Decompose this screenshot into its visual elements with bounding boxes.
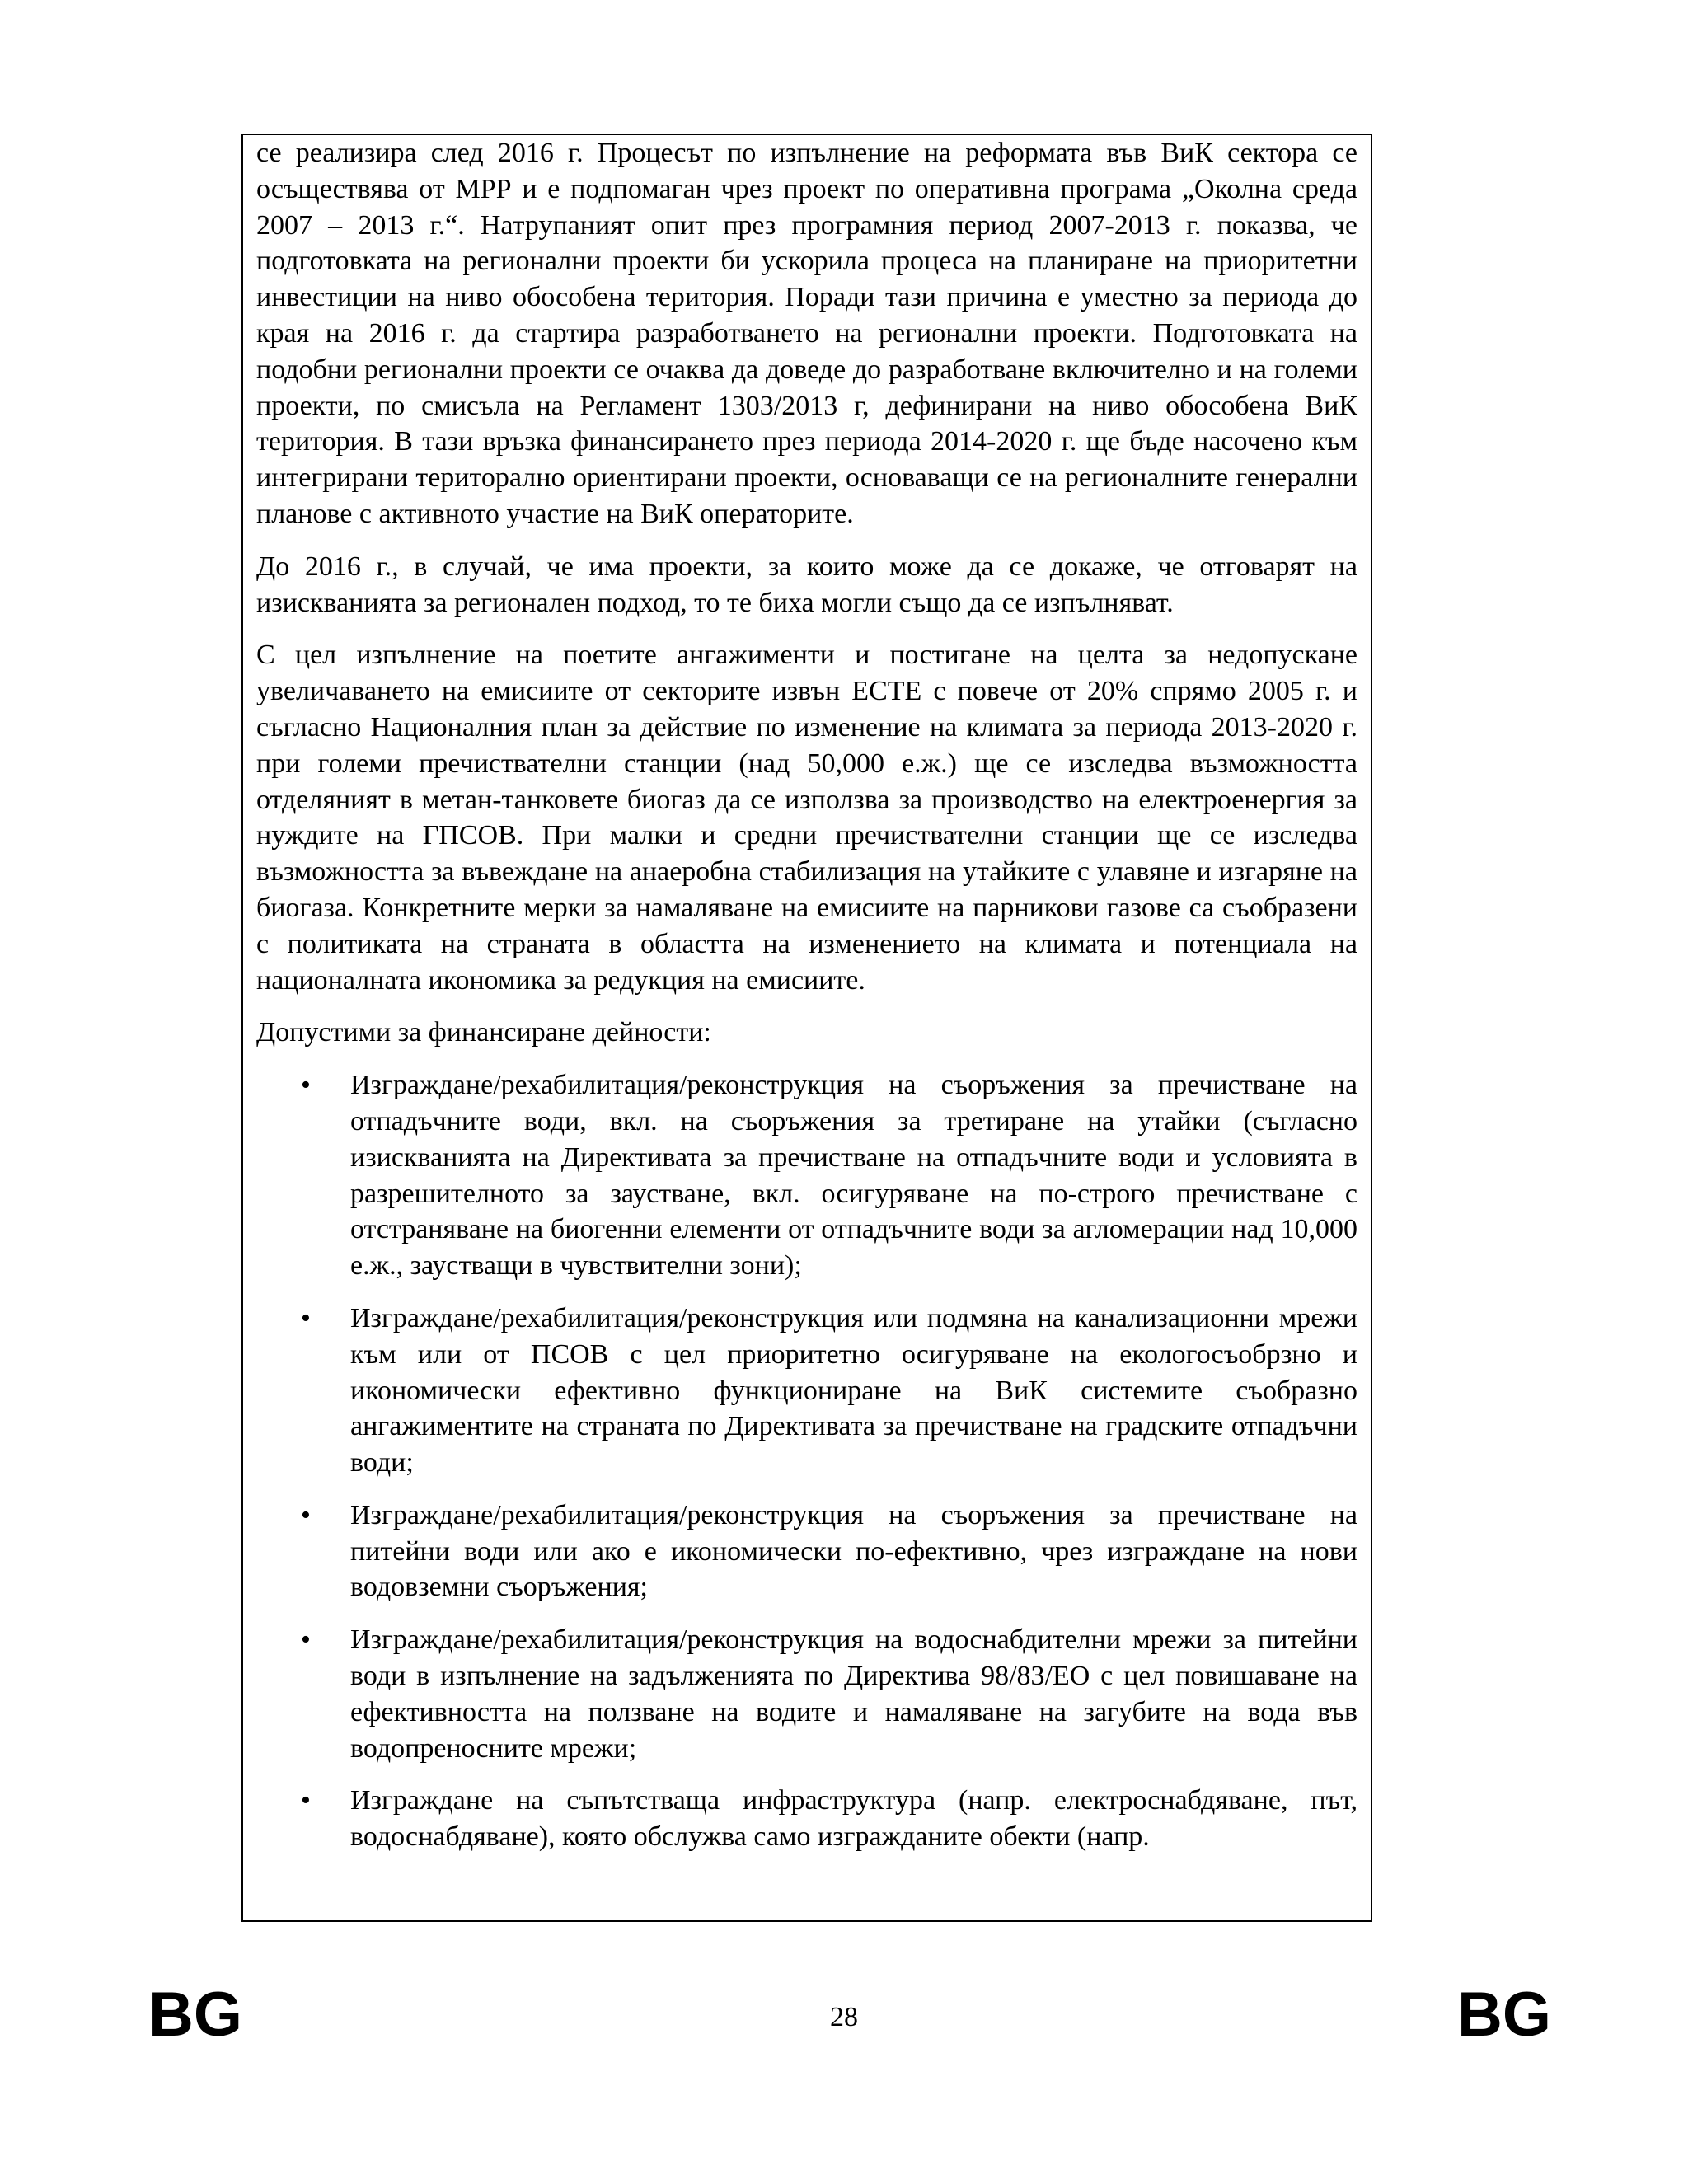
paragraph-2: До 2016 г., в случай, че има проекти, за които може да се докаже, че отговарят на изискванията за регионален подход, то те биха могли също да се изпълняват. [256,551,1357,618]
list-item [256,1067,1357,1284]
list-item [256,1497,1357,1605]
bullet-icon: • [301,1302,311,1333]
paragraph-3: С цел изпълнение на поетите ангажименти и постигане на целта за недопускане увеличаването на емисиите от секторите извън ЕСТЕ с повече от 20% спрямо 2005 г. и съгласно Националния план за действие по изменение на климата за периода 2013-2020 г. при големи пречиствателни станции (над 50,000 е.ж.) ще се изследва възможността отделяният в метан-танковете биогаз да се използва за производство на електроенергия за нуждите на ГПСОВ. При малки и средни пречиствателни станции ще се изследва възможността за въвеждане на анаеробна стабилизация на утайките с улавяне и изгаряне на биогаза. Конкретните мерки за намаляване на емисиите на парникови газове са съобразени с политиката на страната в областта на изменението на климата и потенциала на националната икономика за редукция на емисиите. [256,640,1357,996]
list-item [256,1301,1357,1481]
list-item [256,1783,1357,1855]
list-item-text: Изграждане/рехабилитация/реконструкция на съоръжения за пречистване на питейни води или ако е икономически по-ефективно, чрез изграждане на нови водовземни съоръжения; [350,1499,1357,1603]
footer-language-code-left: BG [148,1980,242,2050]
bullet-icon: • [301,1624,311,1656]
paragraph-1: се реализира след 2016 г. Процесът по изпълнение на реформата във ВиК сектора се осъществява от МРР и е подпомаган чрез проект по оперативна програма „Околна среда 2007 – 2013 г.“. Натрупаният опит през програмния период 2007-2013 г. показва, че подготовката на регионални проекти би ускорила процеса на планиране на приоритетни инвестиции на ниво обособена територия. Поради тази причина е уместно за периода до края на 2016 г. да стартира разработването на регионални проекти. Подготовката на подобни регионални проекти се очаква да доведе до разработване включително и на големи проекти, по смисъла на Регламент 1303/2013 г, дефинирани на ниво обособена ВиК територия. В тази връзка финансирането през периода 2014-2020 г. ще бъде насочено към интегрирани територално ориентирани проекти, основаващи се на регионалните генерални планове с активното участие на ВиК операторите. [256,138,1357,529]
list-item [256,1622,1357,1766]
bullet-icon: • [301,1785,311,1816]
eligible-activities-heading: Допустими за финансиране дейности: [256,1017,711,1048]
list-item-text: Изграждане/рехабилитация/реконструкция на съоръжения за пречистване на отпадъчните води, вкл. на съоръжения за третиране на утайки (съгласно изискванията на Директивата за пречистване на отпадъчните води и условията в разрешителното за заустване, вкл. осигуряване на по-строго пречистване с отстраняване на биогенни елементи от отпадъчните води за агломерации над 10,000 е.ж., заустващи в чувствителни зони); [350,1070,1357,1282]
eligible-activities-list [256,1067,1357,1855]
list-item-text: Изграждане/рехабилитация/реконструкция на водоснабдителни мрежи за питейни води в изпълнение на задълженията по Директива 98/83/ЕО с цел повишаване на ефективността на ползване на водите и намаляване на загубите на вода във водопреносните мрежи; [350,1624,1357,1764]
page-number: 28 [830,2002,858,2032]
text-frame [241,134,1372,1922]
list-item-text: Изграждане/рехабилитация/реконструкция или подмяна на канализационни мрежи към или от ПСОВ с цел приоритетно осигуряване на екологосъобрзно и икономически ефективно функциониране на ВиК системите съобразно ангажиментите на страната по Директивата за пречистване на градските отпадъчни води; [350,1302,1357,1479]
footer-language-code-right: BG [1457,1980,1551,2050]
list-item-text: Изграждане на съпътстваща инфраструктура (напр. електроснабдяване, път, водоснабдяване), която обслужва само изгражданите обекти (напр. [350,1785,1357,1853]
bullet-icon: • [301,1070,311,1101]
bullet-icon: • [301,1499,311,1530]
